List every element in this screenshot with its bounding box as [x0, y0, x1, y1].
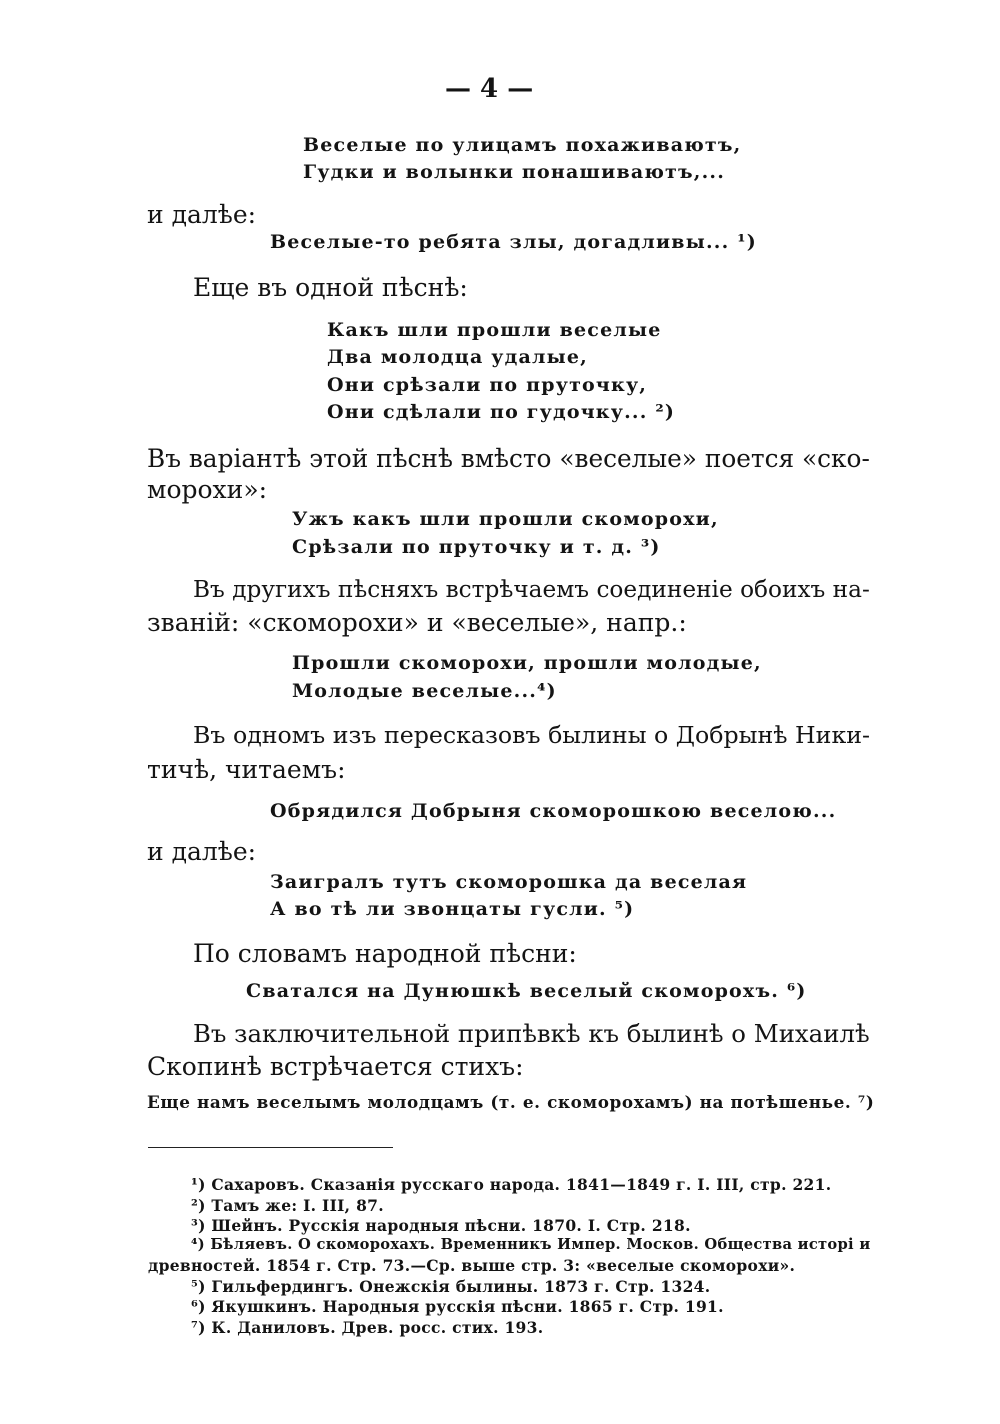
prose-line: Въ одномъ изъ пересказовъ былины о Добрынѣ Ники-: [193, 721, 870, 749]
prose-line: морохи»:: [147, 475, 268, 504]
verse-line: Ужъ какъ шли прошли скоморохи,: [292, 508, 719, 530]
page-number: — 4 —: [445, 74, 534, 104]
footnote: ¹) Сахаровъ. Сказанія русскаго народа. 1841—1849 г. I. III, стр. 221.: [191, 1175, 832, 1194]
prose-line: и далѣе:: [147, 837, 257, 866]
verse-line: Два молодца удалые,: [327, 346, 588, 368]
footnote-separator: [148, 1147, 393, 1148]
verse-line: Обрядился Добрыня скоморошкою веселою...: [270, 800, 837, 822]
footnote: ²) Тамъ же: I. III, 87.: [191, 1196, 384, 1215]
prose-line: По словамъ народной пѣсни:: [193, 939, 577, 968]
verse-line: Они сдѣлали по гудочку... ²): [327, 401, 676, 423]
footnote: древностей. 1854 г. Стр. 73.—Ср. выше стр. 3: «веселые скоморохи».: [148, 1256, 796, 1275]
verse-line: Какъ шли прошли веселые: [327, 319, 662, 341]
verse-line: Веселые-то ребята злы, догадливы... ¹): [270, 231, 757, 253]
prose-line: Еще въ одной пѣснѣ:: [193, 273, 468, 302]
prose-line: Скопинѣ встрѣчается стихъ:: [147, 1052, 524, 1081]
verse-line: Молодые веселые...⁴): [292, 680, 557, 702]
verse-line: Еще намъ веселымъ молодцамъ (т. е. скоморохамъ) на потѣшенье. ⁷): [147, 1092, 875, 1112]
verse-line: Сватался на Дунюшкѣ веселый скоморохъ. ⁶): [246, 980, 807, 1002]
verse-line: Они срѣзали по пруточку,: [327, 374, 648, 396]
verse-line: Заигралъ тутъ скоморошка да веселая: [270, 871, 748, 893]
prose-line: Въ другихъ пѣсняхъ встрѣчаемъ соединеніе обоихъ на-: [193, 576, 870, 603]
prose-line: Въ заключительной припѣвкѣ къ былинѣ о Михаилѣ: [193, 1019, 870, 1048]
footnote: ⁴) Бѣляевъ. О скоморохахъ. Временникъ Импер. Москов. Общества исторі и: [191, 1236, 871, 1253]
footnote: ⁷) К. Даниловъ. Древ. росс. стих. 193.: [191, 1318, 544, 1337]
prose-line: и далѣе:: [147, 200, 257, 229]
prose-line: Въ варіантѣ этой пѣснѣ вмѣсто «веселые» поется «ско-: [147, 444, 870, 473]
verse-line: Срѣзали по пруточку и т. д. ³): [292, 536, 661, 558]
prose-line: званій: «скоморохи» и «веселые», напр.:: [147, 608, 687, 637]
prose-line: тичѣ, читаемъ:: [147, 755, 346, 784]
footnote: ⁶) Якушкинъ. Народныя русскія пѣсни. 1865 г. Стр. 191.: [191, 1297, 724, 1316]
footnote: ⁵) Гильфердингъ. Онежскія былины. 1873 г. Стр. 1324.: [191, 1277, 711, 1296]
verse-line: Прошли скоморохи, прошли молодые,: [292, 652, 762, 674]
verse-line: Гудки и волынки понашиваютъ,...: [303, 161, 726, 183]
verse-line: А во тѣ ли звонцаты гусли. ⁵): [270, 898, 635, 920]
footnote: ³) Шейнъ. Русскія народныя пѣсни. 1870. I. Стр. 218.: [191, 1216, 691, 1235]
verse-line: Веселые по улицамъ похаживаютъ,: [303, 134, 742, 156]
